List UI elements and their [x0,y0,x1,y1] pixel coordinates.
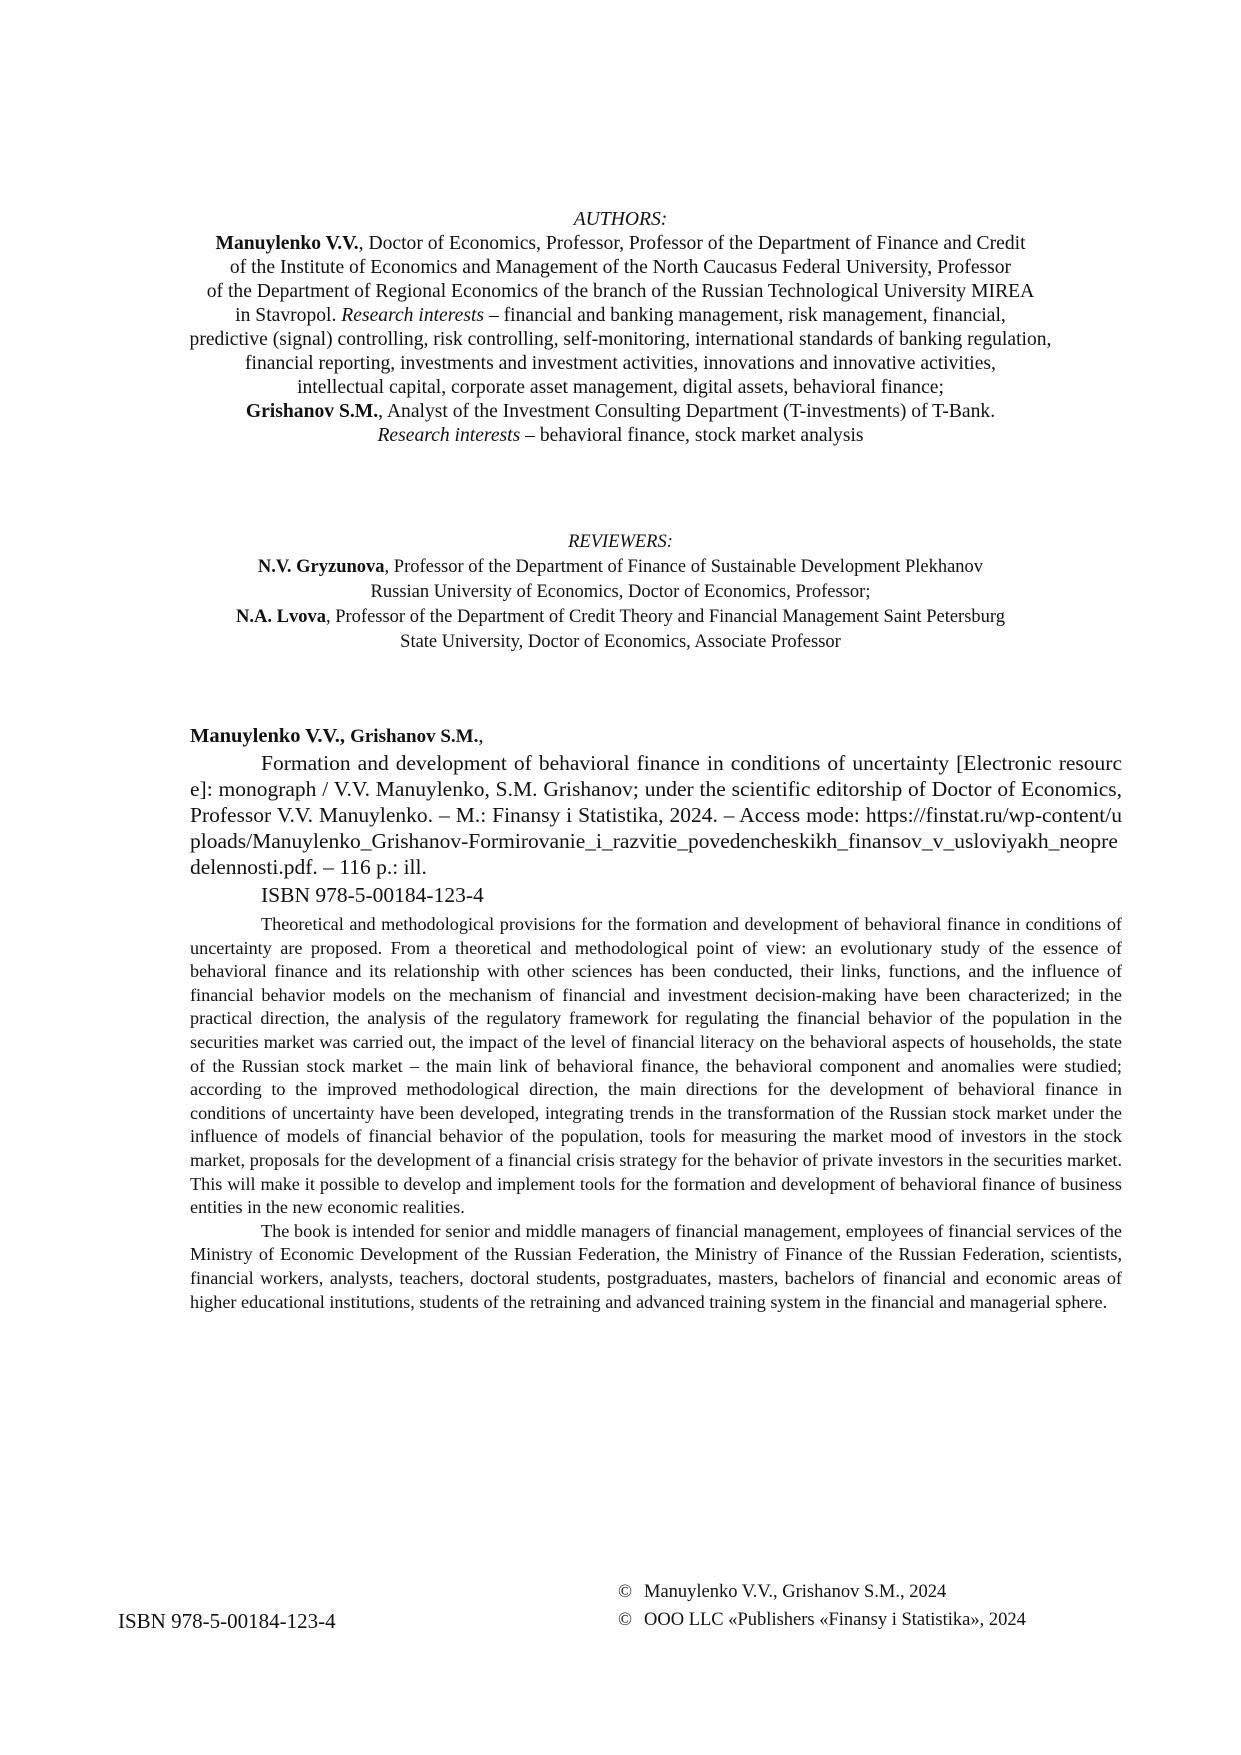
abstract-paragraph-1: Theoretical and methodological provisions for the formation and development of behavioral finance in conditions of uncertainty are proposed. From a theoretical and methodological point of view: an evolutionary study of the essence of behavioral finance and its relationship with other sciences has been conducted, their links, functions, and the influence of financial behavior models on the mechanism of financial and investment decision-making have been characterized; in the practical direction, the analysis of the regulatory framework for regulating the financial behavior of the population in the securities market was carried out, the impact of the level of financial literacy on the behavioral aspects of households, the state of the Russian stock market – the main link of behavioral finance, the behavioral component and anomalies were studied; according to the improved methodological direction, the main directions for the development of behavioral finance in conditions of uncertainty have been developed, integrating trends in the transformation of the Russian stock market under the influence of models of financial behavior of the population, tools for measuring the market mood of investors in the stock market, proposals for the development of a financial crisis strategy for the behavior of private investors in the securities market. This will make it possible to develop and implement tools for the formation and development of behavioral finance of business entities in the new economic realities. [190,914,1122,1218]
reviewers-heading: REVIEWERS: [568,532,673,552]
author-2-name: Grishanov S.M. [245,401,379,422]
author-2-line-1: Grishanov S.M., Analyst of the Investment Consulting Department (T-investments) of T-Bank. [245,401,996,422]
authors-section [110,208,1131,448]
author-1-line-6: financial reporting, investments and investment activities, innovations and innovative activities, [245,353,996,374]
reviewer-1-line-1: N.V. Gryzunova, Professor of the Department of Finance of Sustainable Development Plekhanov [257,557,984,577]
author-2-line-2: Research interests – behavioral finance, stock market analysis [377,425,864,446]
research-interests-label: Research interests [377,425,521,446]
reviewers-section [140,530,1101,655]
abstract [190,913,1122,1314]
copyright-line-2: © OOO LLC «Publishers «Finansy i Statistika», 2024 [618,1606,1026,1634]
reviewer-2-name: N.A. Lvova [236,607,326,627]
author-1-line-7: intellectual capital, corporate asset management, digital assets, behavioral finance; [297,377,944,398]
bib-isbn: ISBN 978-5-00184-123-4 [261,883,484,907]
copyright-line-1: © Manuylenko V.V., Grishanov S.M., 2024 [618,1578,1026,1606]
reviewer-2-line-2: State University, Doctor of Economics, Associate Professor [400,632,841,652]
reviewer-1-name: N.V. Gryzunova [257,557,385,577]
reviewer-1-line-2: Russian University of Economics, Doctor of Economics, Professor; [370,582,871,602]
bib-authors: Manuylenko V.V., Grishanov S.M., [190,725,484,747]
abstract-paragraph-2: The book is intended for senior and middle managers of financial management, employees of financial services of the Ministry of Economic Development of the Russian Federation, the Ministry of Finance of the Russian Federation, scientists, financial workers, analysts, teachers, doctoral students, postgraduates, masters, bachelors of financial and economic areas of higher educational institutions, students of the retraining and advanced training system in the financial and managerial sphere. [190,1220,1122,1312]
author-1-line-1: Manuylenko V.V., Doctor of Economics, Professor, Professor of the Department of Finance and Credit [215,233,1026,254]
copyright-icon: © [618,1610,633,1630]
authors-heading: AUTHORS: [573,209,668,230]
research-interests-label: Research interests [341,305,485,326]
copyright-block [618,1578,1026,1634]
author-1-line-5: predictive (signal) controlling, risk controlling, self-monitoring, international standards of banking regulation, [189,329,1052,350]
author-1-line-3: of the Department of Regional Economics of the branch of the Russian Technological University MIREA [206,281,1035,302]
bib-citation: Formation and development of behavioral finance in conditions of uncertainty [Electronic resource]: monograph / V.V. Manuylenko, S.M. Grishanov; under the scientific editorship of Doctor of Economics, Professor V.V. Manuylenko. – M.: Finansy i Statistika, 2024. – Access mode: https://finstat.ru/wp-content/uploads/Manuylenko_Grishanov-Formirovanie_i_razvitie_povedencheskikh_finansov_v_usloviyakh_neopredelennosti.pdf. – 116 p.: ill. [190,751,1122,879]
copyright-icon: © [618,1582,633,1602]
author-1-line-4: in Stavropol. Research interests – financial and banking management, risk management, financial, [235,305,1006,326]
author-1-name: Manuylenko V.V. [215,233,359,254]
footer-isbn: ISBN 978-5-00184-123-4 [118,1609,336,1633]
author-1-line-2: of the Institute of Economics and Management of the North Caucasus Federal University, Professor [229,257,1012,278]
reviewer-2-line-1: N.A. Lvova, Professor of the Department of Credit Theory and Financial Management Saint Petersburg [236,607,1005,627]
bibliographic-record [190,723,1122,908]
